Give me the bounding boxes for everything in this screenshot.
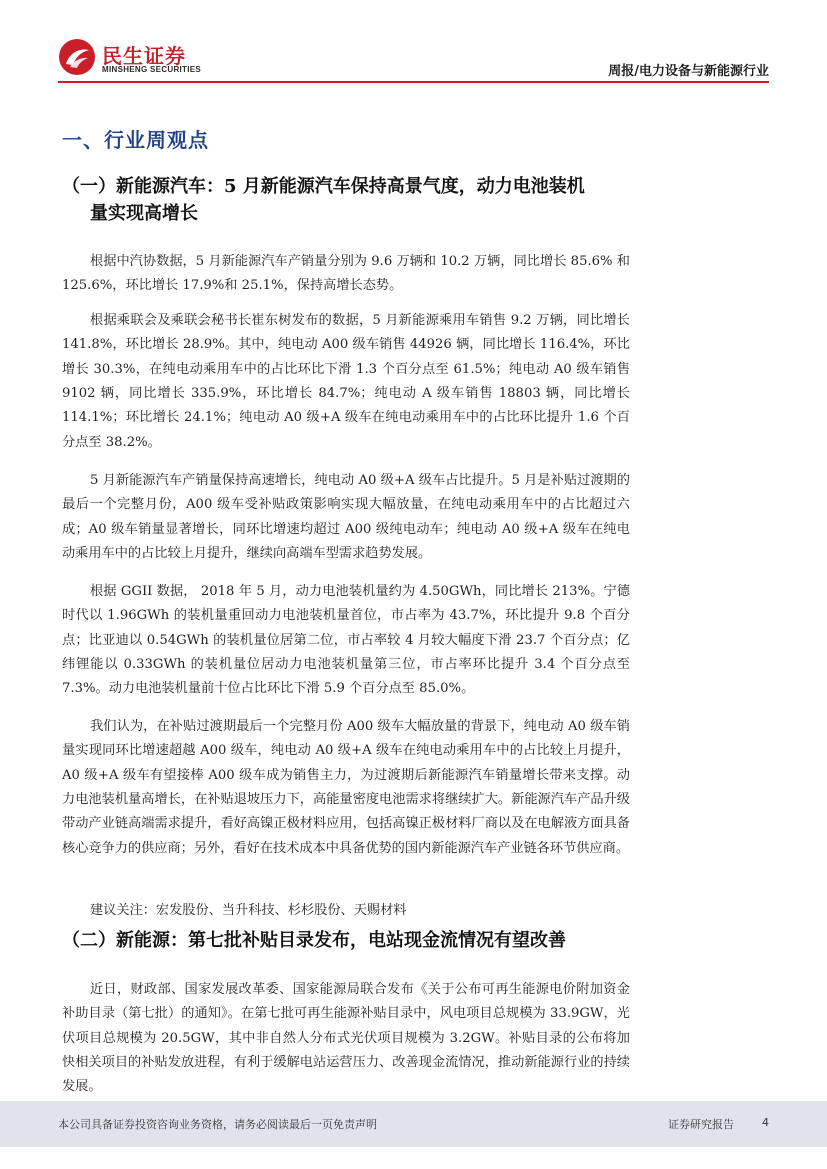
paragraph: 根据中汽协数据，5 月新能源汽车产销量分别为 9.6 万辆和 10.2 万辆，同比增长 85.6% 和 125.6%，环比增长 17.9%和 25.1%，保持高增长态势。 <box>62 254 630 294</box>
subsection-1-title <box>62 173 634 227</box>
page-number: 4 <box>762 1116 769 1129</box>
paragraph: 根据乘联会及乘联会秘书长崔东树发布的数据，5 月新能源乘用车销售 9.2 万辆，同比增长 141.8%，环比增长 28.9%。其中，纯电动 A00 级车销售 44926 辆，同比增长 116.4%，环比增长 30.3%，在纯电动乘用车中的占比环比下滑 1.3 个百分点至 61.5%；纯电动 A0 级车销售 9102 辆，同比增长 335.9%，环比增长 84.7%；纯电动 A 级车销售 18803 辆，同比增长 114.1%；环比增长 24.1%；纯电动 A0 级+A 级车在纯电动乘用车中的占比环比提升 1.6 个百分点至 38.2%。 <box>62 313 630 450</box>
footer-doc-type: 证券研究报告 <box>668 1118 734 1131</box>
logo-chinese-name: 民生证券 <box>102 44 186 68</box>
section-title: 一、行业周观点 <box>62 128 209 152</box>
page-header <box>0 0 827 84</box>
report-type: 周报/电力设备与新能源行业 <box>608 64 769 79</box>
subsection-1-title-line2: 量实现高增长 <box>90 203 198 224</box>
paragraph: 我们认为，在补贴过渡期最后一个完整月份 A00 级车大幅放量的背景下，纯电动 A0 级车销量实现同环比增速超越 A00 级车，纯电动 A0 级+A 级车在纯电动乘用车中的占比较上月提升，A0 级+A 级车有望接棒 A00 级车成为销售主力，为过渡期后新能源汽车销量增长带来支撑。动力电池装机量高增长，在补贴退坡压力下，高能量密度电池需求将继续扩大。新能源汽车产品升级带动产业链高端需求提升，看好高镍正极材料应用，包括高镍正极材料厂商以及在电解液方面具备核心竞争力的供应商；另外，看好在技术成本中具备优势的国内新能源汽车产业链各环节供应商。 <box>62 719 630 856</box>
paragraph: 近日，财政部、国家发展改革委、国家能源局联合发布《关于公布可再生能源电价附加资金补助目录（第七批）的通知》。在第七批可再生能源补贴目录中，风电项目总规模为 33.9GW，光伏项目总规模为 20.5GW，其中非自然人分布式光伏项目规模为 3.2GW。补贴目录的公布将加快相关项目的补贴发放进程，有利于缓解电站运营压力、改善现金流情况，推动新能源行业的持续发展。 <box>62 982 630 1095</box>
header-divider <box>58 81 769 83</box>
paragraph: 5 月新能源汽车产销量保持高速增长，纯电动 A0 级+A 级车占比提升。5 月是补贴过渡期的最后一个完整月份，A00 级车受补贴政策影响实现大幅放量，在纯电动乘用车中的占比超过六成；A0 级车销量显著增长，同环比增速均超过 A00 级纯电动车；纯电动 A0 级+A 级车在纯电动乘用车中的占比较上月提升，继续向高端车型需求趋势发展。 <box>62 473 630 562</box>
logo-english-name: MINSHENG SECURITIES <box>102 65 202 74</box>
footer-disclaimer: 本公司具备证券投资咨询业务资格，请务必阅读最后一页免责声明 <box>58 1118 377 1131</box>
page-footer <box>0 1101 827 1147</box>
paragraph: 根据 GGII 数据， 2018 年 5 月，动力电池装机量约为 4.50GWh，同比增长 213%。宁德时代以 1.96GWh 的装机量重回动力电池装机量首位，市占率为 43.7%，环比提升 9.8 个百分点；比亚迪以 0.54GWh 的装机量位居第二位，市占率较 4 月较大幅度下滑 23.7 个百分点；亿纬锂能以 0.33GWh 的装机量位居动力电池装机量第三位，市占率环比提升 3.4 个百分点至 7.3%。动力电池装机量前十位占比环比下滑 5.9 个百分点至 85.0%。 <box>62 584 630 697</box>
subsection-1-title-line1: （一）新能源汽车：5 月新能源汽车保持高景气度，动力电池装机 <box>62 176 585 197</box>
minsheng-logo-icon <box>58 38 96 76</box>
subsection-2-title: （二）新能源：第七批补贴目录发布，电站现金流情况有望改善 <box>62 930 566 951</box>
recommendation: 建议关注：宏发股份、当升科技、杉杉股份、天赐材料 <box>90 903 407 919</box>
minsheng-logo <box>58 38 238 78</box>
